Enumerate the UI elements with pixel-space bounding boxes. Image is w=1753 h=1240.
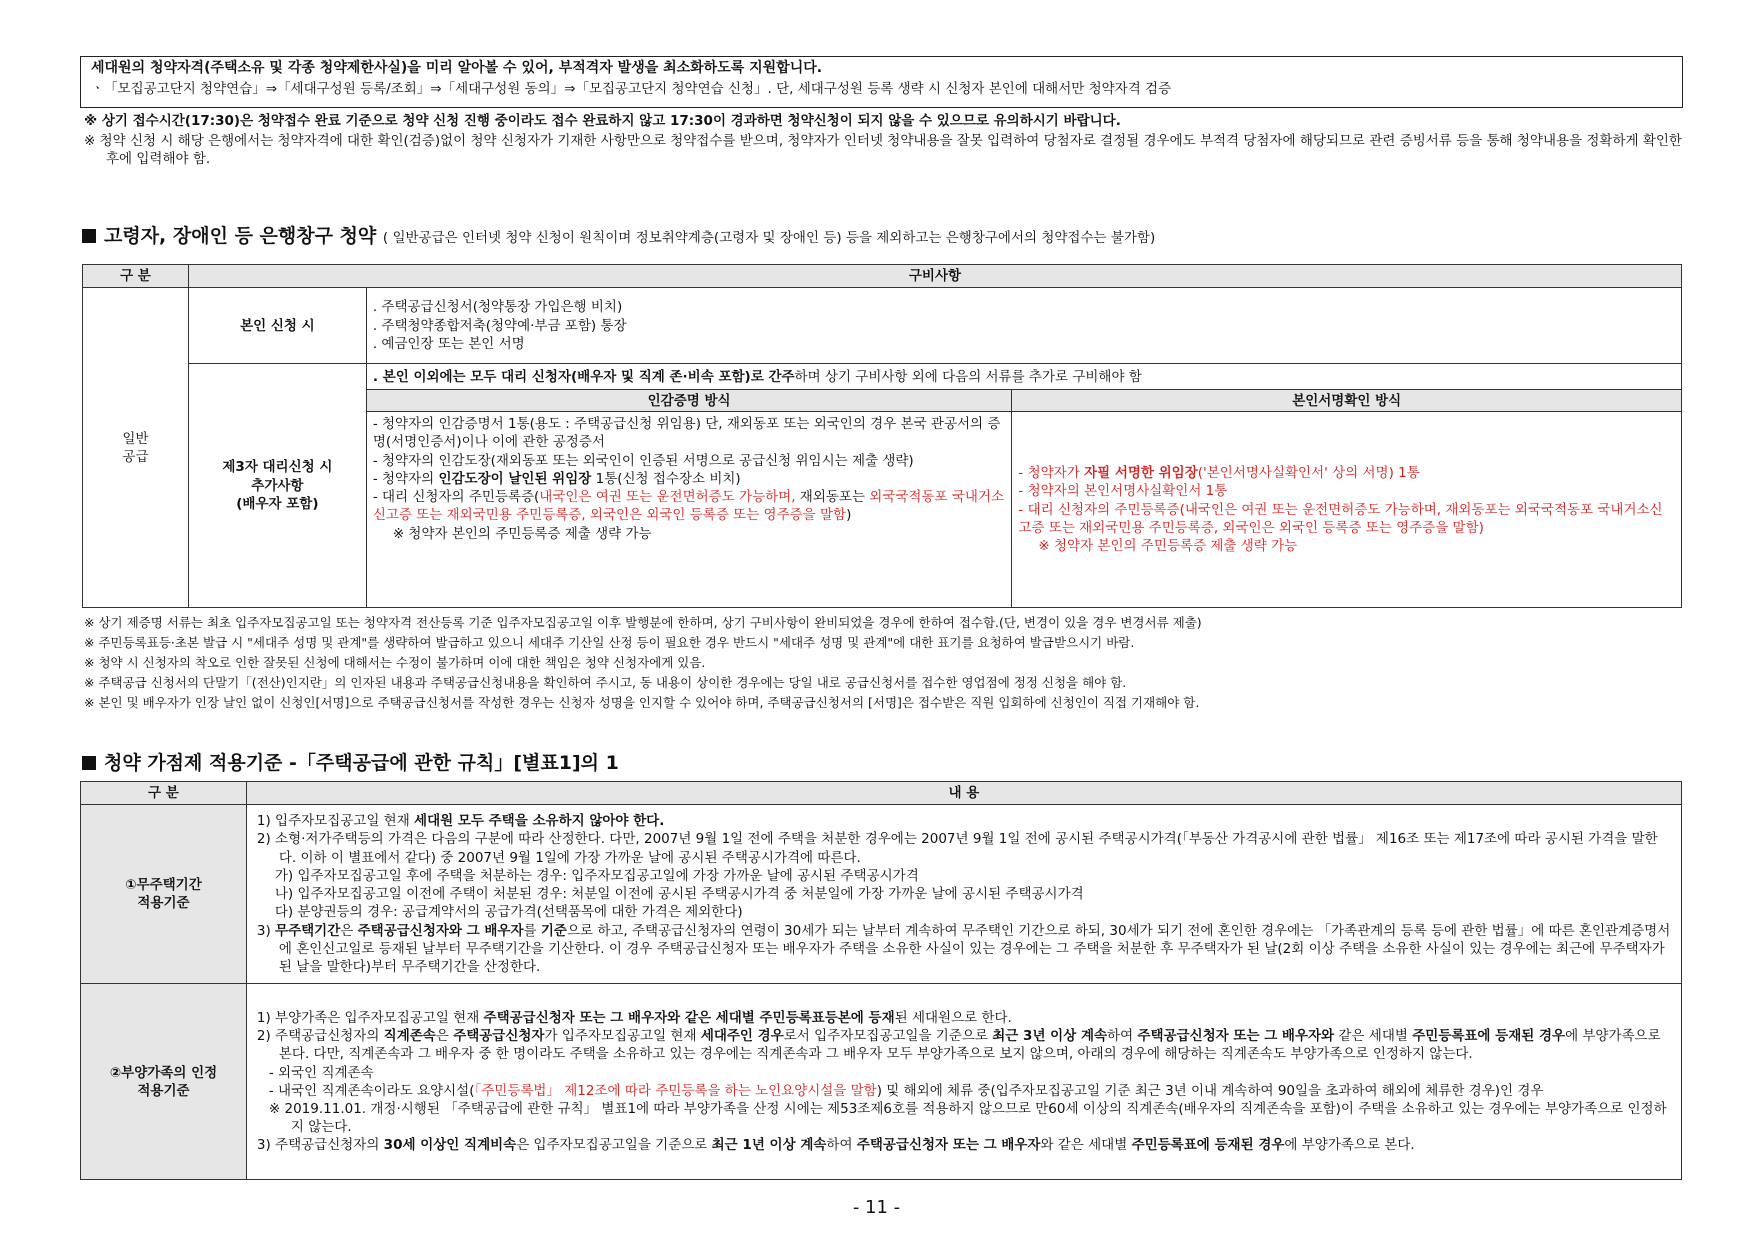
list-item: - 외국인 직계존속: [268, 1064, 374, 1081]
list-item: - 대리 신청자의 주민등록증(내국인은 여권 또는 운전면허증도 가능하며, 재외동포는 외국국적동포 국내거소신고증 또는 재외국민용 주민등록증, 외국인은 외국인 등록증 또는 영주증을 말함): [1018, 501, 1663, 536]
notice-line-1: 세대원의 청약자격(주택소유 및 각종 청약제한사실)을 미리 알아볼 수 있어, 부적격자 발생을 최소화하도록 지원합니다.: [91, 60, 823, 76]
square-bullet-icon: [82, 756, 96, 770]
notice-line-2: ㆍ「모집공고단지 청약연습」⇒「세대구성원 등록/조회」⇒「세대구성원 동의」⇒「모집공고단지 청약연습 신청」. 단, 세대구성원 등록 생략 시 신청자 본인에 대해서만 청약자격 검증: [91, 80, 1172, 97]
list-item: 가) 입주자모집공고일 후에 주택을 처분하는 경우: 입주자모집공고일에 가장 가까운 날에 공시된 주택공시가격: [274, 867, 919, 884]
dependents-content: [246, 984, 1681, 1180]
list-item: - 대리 신청자의 주민등록증(내국인은 여권 또는 운전면허증도 가능하며, 재외동포는 외국국적동포 국내거소신고증 또는 재외국민용 주민등록증, 외국인은 외국인 등록증 또는 영주증을 말함): [372, 489, 1004, 524]
list-item: . 예금인장 또는 본인 서명: [372, 335, 525, 352]
list-item: - 청약자의 인감도장이 날인된 위임장 1통(신청 접수장소 비치): [372, 470, 741, 487]
note-item: ※ 주택공급 신청서의 단말기「(전산)인지란」의 인자된 내용과 주택공급신청내용을 확인하여 주시고, 동 내용이 상이한 경우에는 당일 내로 공급신청서를 접수한 영업점에 정정 신청을 해야 함.: [84, 674, 1127, 690]
seal-certificate-method-header: 인감증명 방식: [366, 390, 1012, 412]
note-item: ※ 주민등록표등·초본 발급 시 "세대주 성명 및 관계"를 생략하여 발급하고 있으니 세대주 기산일 산정 등이 필요한 경우 반드시 "세대주 성명 및 관계"에 대한 표기를 요청하여 발급받으시기 바람.: [84, 634, 1135, 650]
list-item: . 주택공급신청서(청약통장 가입은행 비치): [372, 299, 623, 316]
seal-certificate-method-items: [366, 412, 1012, 608]
list-item: ※ 청약자 본인의 주민등록증 제출 생략 가능: [392, 525, 652, 542]
proxy-application-label: 제3자 대리신청 시 추가사항 (배우자 포함): [188, 364, 366, 608]
top-notes: [84, 112, 1684, 171]
square-bullet-icon: [82, 229, 96, 243]
list-item: 3) 주택공급신청자의 30세 이상인 직계비속은 입주자모집공고일을 기준으로 최근 1년 이상 계속하여 주택공급신청자 또는 그 배우자와 같은 세대별 주민등록표에 등재된 경우에 부양가족으로 본다.: [256, 1137, 1415, 1154]
bank-window-requirements-table: [82, 264, 1682, 608]
homeless-period-content: [246, 805, 1681, 984]
document-notes: [84, 615, 1684, 714]
point-system-criteria-table: [80, 781, 1682, 1180]
list-item: 3) 무주택기간은 주택공급신청자와 그 배우자를 기준으로 하고, 주택공급신청자의 연령이 30세가 되는 날부터 계속하여 무주택인 기간으로 하되, 30세가 되기 전에 혼인한 경우에는 「가족관계의 등록 등에 관한 법률」에 따른 혼인관계증명서에 혼인신고일로 등재된 날부터 무주택기간을 기산한다. 이 경우 주택공급신청자 또는 배우자가 주택을 소유한 사실이 있는 경우에는 그 주택을 처분한 후 무주택자가 된 날(2회 이상 주택을 소유한 사실이 있는 경우에는 최근에 무주택자가 된 날을 말한다)부터 무주택기간을 산정한다.: [256, 922, 1671, 975]
header-requirements: 구비사항: [188, 265, 1681, 288]
page-number: - 11 -: [852, 1197, 901, 1218]
self-application-label: 본인 신청 시: [188, 288, 366, 364]
general-supply-label: 일반 공급: [83, 288, 189, 608]
proxy-intro: . 본인 이외에는 모두 대리 신청자(배우자 및 직계 존·비속 포함)로 간주하며 상기 구비사항 외에 다음의 서류를 추가로 구비해야 함: [366, 364, 1681, 390]
header-category: 구 분: [81, 782, 247, 805]
list-item: - 청약자의 인감도장(재외동포 또는 외국인이 인증된 서명으로 공급신청 위임시는 제출 생략): [372, 452, 914, 469]
section-title-point-system: 청약 가점제 적용기준 -「주택공급에 관한 규칙」[별표1]의 1: [82, 751, 619, 777]
list-item: - 청약자의 본인서명사실확인서 1통: [1018, 483, 1228, 500]
list-item: 나) 입주자모집공고일 이전에 주택이 처분된 경우: 처분일 이전에 공시된 주택공시가격 중 처분일에 가장 가까운 날에 공시된 주택공시가격: [274, 886, 1084, 903]
note-item: ※ 청약 시 신청자의 착오로 인한 잘못된 신청에 대해서는 수정이 불가하며 이에 대한 책임은 청약 신청자에게 있음.: [84, 654, 706, 670]
self-application-items: [366, 288, 1681, 364]
section-subtitle: ( 일반공급은 인터넷 청약 신청이 원칙이며 정보취약계층(고령자 및 장애인 등) 등을 제외하고는 은행창구에서의 청약접수는 불가함): [382, 230, 1156, 246]
list-item: 1) 부양가족은 입주자모집공고일 현재 주택공급신청자 또는 그 배우자와 같은 세대별 주민등록표등본에 등재된 세대원으로 한다.: [256, 1009, 1012, 1026]
list-item: - 청약자의 인감증명서 1통(용도 : 주택공급신청 위임용) 단, 재외동포 또는 외국인의 경우 본국 관공서의 증명(서명인증서)이나 이에 관한 공정증서: [372, 416, 1001, 451]
list-item: 2) 소형·저가주택등의 가격은 다음의 구분에 따라 산정한다. 다만, 2007년 9월 1일 전에 주택을 처분한 경우에는 2007년 9월 1일 전에 공시된 주택공시가격(「부동산 가격공시에 관한 법률」 제16조 또는 제17조에 따라 공시된 가격을 말한다. 이하 이 별표에서 같다) 중 2007년 9월 1일에 가장 가까운 날에 공시된 주택공시가격에 따른다.: [256, 831, 1658, 866]
list-item: . 주택청약종합저축(청약예·부금 포함) 통장: [372, 317, 627, 334]
deadline-note: ※ 상기 접수시간(17:30)은 청약접수 완료 기준으로 청약 신청 진행 중이라도 접수 완료하지 않고 17:30이 경과하면 청약신청이 되지 않을 수 있으므로 유의하시기 바랍니다.: [84, 113, 1121, 129]
eligibility-notice-box: [80, 56, 1683, 108]
signature-confirmation-method-items: [1012, 412, 1682, 608]
section-title-bank-window: 고령자, 장애인 등 은행창구 청약 ( 일반공급은 인터넷 청약 신청이 원칙이며 정보취약계층(고령자 및 장애인 등) 등을 제외하고는 은행창구에서의 청약접수는 불가함): [82, 224, 1155, 250]
list-item: ※ 청약자 본인의 주민등록증 제출 생략 가능: [1038, 538, 1298, 555]
signature-confirmation-method-header: 본인서명확인 방식: [1012, 390, 1682, 412]
list-item: - 청약자가 자필 서명한 위임장('본인서명사실확인서' 상의 서명) 1통: [1018, 465, 1420, 482]
note-item: ※ 본인 및 배우자가 인장 날인 없이 신청인[서명]으로 주택공급신청서를 작성한 경우는 신청자 성명을 인지할 수 있어야 하며, 주택공급신청서의 [서명]은 접수받은 직원 입회하에 신청인이 직접 기재해야 함.: [84, 694, 1200, 710]
list-item: 2) 주택공급신청자의 직계존속은 주택공급신청자가 입주자모집공고일 현재 세대주인 경우로서 입주자모집공고일을 기준으로 최근 3년 이상 계속하여 주택공급신청자 또는 그 배우자와 같은 세대별 주민등록표에 등재된 경우에 부양가족으로 본다. 다만, 직계존속과 그 배우자 중 한 명이라도 주택을 소유하고 있는 경우에는 직계존속과 그 배우자 모두 부양가족으로 보지 않으며, 아래의 경우에 해당하는 직계존속도 부양가족으로 인정하지 않는다.: [256, 1028, 1661, 1063]
header-category: 구 분: [83, 265, 189, 288]
list-item: - 내국인 직계존속이라도 요양시설(「주민등록법」 제12조에 따라 주민등록을 하는 노인요양시설을 말함) 및 해외에 체류 중(입주자모집공고일 기준 최근 3년 이내 계속하여 90일을 초과하여 해외에 체류한 경우)인 경우: [268, 1082, 1544, 1099]
homeless-period-label: ①무주택기간 적용기준: [81, 805, 247, 984]
list-item: 다) 분양권등의 경우: 공급계약서의 공급가격(선택품목에 대한 가격은 제외한다): [274, 904, 743, 921]
bank-verification-note: ※ 청약 신청 시 해당 은행에서는 청약자격에 대한 확인(검증)없이 청약 신청자가 기재한 사항만으로 청약접수를 받으며, 청약자가 인터넷 청약내용을 잘못 입력하여 당첨자로 결정될 경우에도 부적격 당첨자에 해당되므로 관련 증빙서류 등을 통해 청약내용을 정확하게 확인한 후에 입력해야 함.: [84, 133, 1682, 168]
header-content: 내 용: [246, 782, 1681, 805]
dependents-label: ②부양가족의 인정 적용기준: [81, 984, 247, 1180]
list-item: 1) 입주자모집공고일 현재 세대원 모두 주택을 소유하지 않아야 한다.: [256, 813, 665, 830]
note-item: ※ 상기 제증명 서류는 최초 입주자모집공고일 또는 청약자격 전산등록 기준 입주자모집공고일 이후 발행분에 한하며, 상기 구비사항이 완비되었을 경우에 한하여 접수함.(단, 변경이 있을 경우 변경서류 제출): [84, 615, 1202, 630]
list-item: ※ 2019.11.01. 개정·시행된 「주택공급에 관한 규칙」 별표1에 따라 부양가족을 산정 시에는 제53조제6호를 적용하지 않으므로 만60세 이상의 직계존속(배우자의 직계존속을 포함)이 주택을 소유하고 있는 경우에는 부양가족으로 인정하지 않는다.: [268, 1100, 1667, 1136]
